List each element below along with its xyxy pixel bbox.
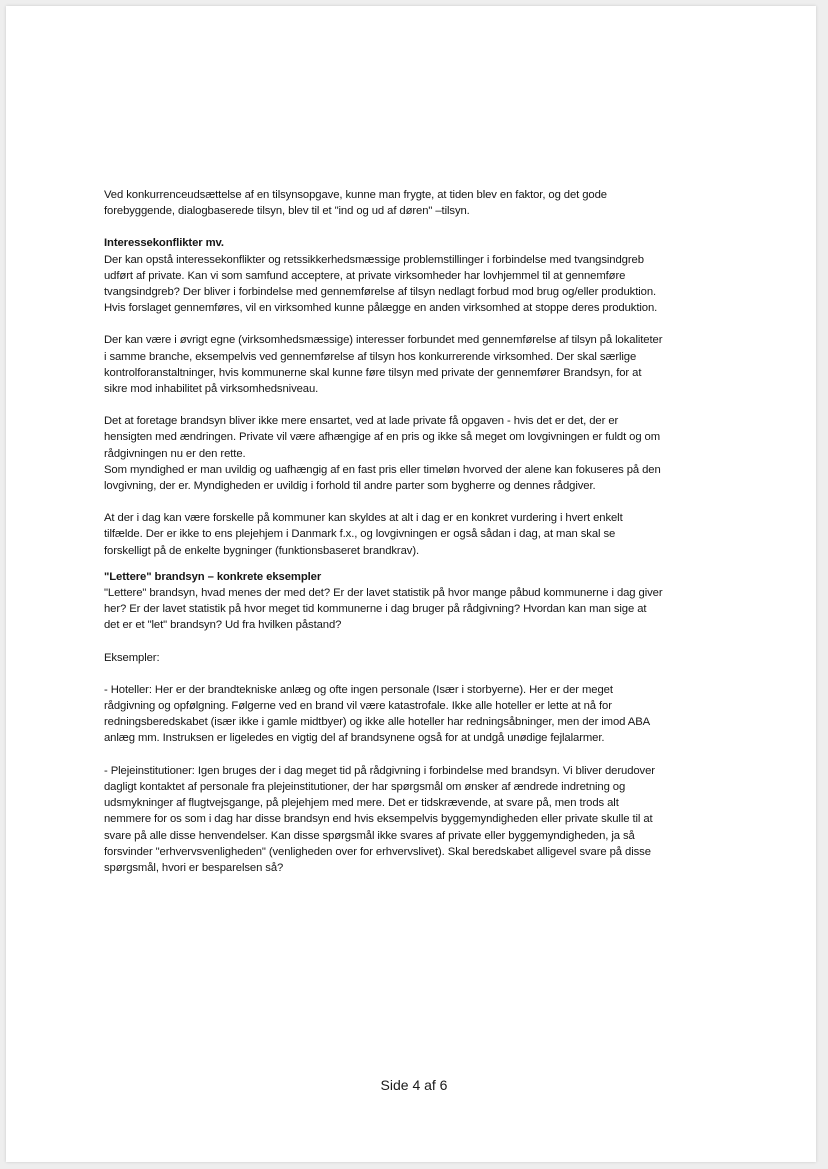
heading-conflicts-of-interest: Interessekonflikter mv. [104, 237, 224, 250]
heading-lighter-inspections: "Lettere" brandsyn – konkrete eksempler [104, 570, 322, 583]
paragraph-hotels: - Hoteller: Her er der brandtekniske anlæg og ofte ingen personale (Især i storbyerne). Her er der meget rådgivning og opfølgning. Følgerne ved en brand vil være katastrofale. Ikke alle hoteller er lette at nå for redningsberedskabet (især ikke i gamle midtbyer) og ikke alle hoteller har redningsåbninger, men der imod ABA anlæg mm. Instruksen er ligeledes en vigtig del af brandsynene også for at undgå unødige fejlalarmer. [104, 683, 650, 745]
document-body [104, 187, 664, 876]
paragraph-conflicts: Der kan opstå interessekonflikter og retssikkerhedsmæssige problemstillinger i forbindelse med tvangsindgreb udført af private. Kan vi som samfund acceptere, at private virksomheder har lovhjemmel til at gennemføre tvangsindgreb? Der bliver i forbindelse med gennemførelse af tilsyn nedlagt forbud mod brug og/eller produktion. Hvis forslaget gennemføres, vil en virksomhed kunne pålægge en anden virksomhed at stoppe deres produktion. [104, 253, 658, 315]
paragraph-municipal-differences: At der i dag kan være forskelle på kommuner kan skyldes at alt i dag er en konkret vurdering i hvert enkelt tilfælde. Der er ikke to ens plejehjem i Danmark f.x., og lovgivningen er også sådan i dag, at man skal se forskelligt på de enkelte bygninger (funktionsbaseret brandkrav). [104, 512, 623, 557]
page-number: Side 4 af 6 [380, 1077, 448, 1093]
paragraph-examples-label: Eksempler: [104, 651, 160, 664]
document-page [6, 6, 816, 1162]
paragraph-consistency: Det at foretage brandsyn bliver ikke mere ensartet, ved at lade private få opgaven - hvis det er det, der er hensigten med ændringen. Private vil være afhængige af en pris og ikke så meget om lovgivningen er fuldt og om rådgivningen nu er den rette. [104, 415, 661, 460]
paragraph-care-institutions: - Plejeinstitutioner: Igen bruges der i dag meget tid på rådgivning i forbindelse med brandsyn. Vi bliver derudover dagligt kontaktet af personale fra plejeinstitutioner, der har spørgsmål om ønsker af ændrede indretning og udsmykninger af flugtvejsgange, på plejehjem med mere. Det er tidskrævende, at svare på, men trods alt nemmere for os som i dag har disse brandsyn end hvis eksempelvis byggemyndigheden eller private skulle til at svare på alle disse henvendelser. Kan disse spørgsmål ikke svares af private eller byggemyndigheden, ja så forsvinder "erhvervsvenligheden" (venligheden over for erhvervslivet). Skal beredskabet alligevel svare på disse spørgsmål, hvori er besparelsen så? [104, 764, 655, 874]
paragraph-lighter-inspections: "Lettere" brandsyn, hvad menes der med det? Er der lavet statistik på hvor mange påbud kommunerne i dag giver her? Er der lavet statistik på hvor meget tid kommunerne i dag bruger på rådgivning? Hvordan kan man sige at det er et "let" brandsyn? Ud fra hvilken påstand? [104, 587, 663, 632]
paragraph-competition: Ved konkurrenceudsættelse af en tilsynsopgave, kunne man frygte, at tiden blev en faktor, og det gode forebyggende, dialogbaserede tilsyn, blev til et "ind og ud af døren" –tilsyn. [104, 189, 607, 218]
paragraph-business-interests: Der kan være i øvrigt egne (virksomhedsmæssige) interesser forbundet med gennemførelse af tilsyn på lokaliteter i samme branche, eksempelvis ved gennemførelse af tilsyn hos konkurrerende virksomhed. Der skal særlige kontrolforanstaltninger, hvis kommunerne skal kunne føre tilsyn med private der gennemfører Brandsyn, for at sikre mod inhabilitet på virksomhedsniveau. [104, 334, 663, 396]
paragraph-authority-impartial: Som myndighed er man uvildig og uafhængig af en fast pris eller timeløn hvorved der alene kan fokuseres på den lovgivning, der er. Myndigheden er uvildig i forhold til andre parter som bygherre og dennes rådgiver. [104, 463, 661, 493]
